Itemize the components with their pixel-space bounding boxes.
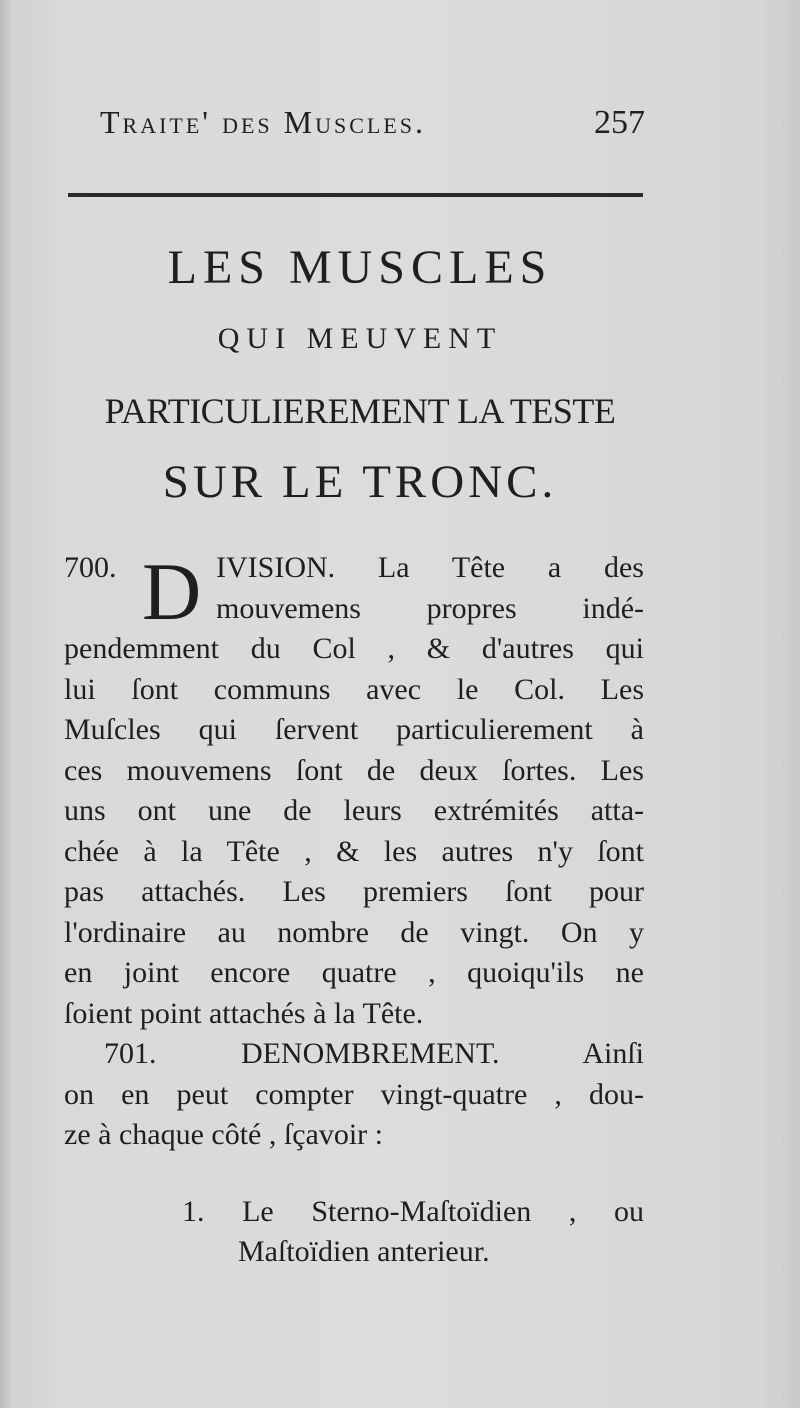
paragraph-line: l'ordinaire au nombre de vingt. On y (64, 915, 644, 949)
paragraph-line: ces mouvemens ſont de deux ſortes. Les (64, 753, 644, 787)
paragraph-line: 701. DENOMBREMENT. Ainſi (104, 1037, 644, 1070)
paragraph-line-text: IVISION. La Tête a des (216, 551, 644, 584)
chapter-title-line-3: PARTICULIEREMENT LA TESTE (104, 391, 616, 431)
running-title: Traite' des Muscles. (100, 104, 427, 140)
paragraph-line: Muſcles qui ſervent particulierement à (64, 713, 644, 746)
list-item (182, 1192, 644, 1272)
paragraph-line: en joint encore quatre , quoiqu'ils ne (64, 956, 644, 989)
paragraph-number: 700. (64, 551, 117, 584)
body-text (64, 548, 644, 1156)
paragraph-line: ze à chaque côté , ſçavoir : (64, 1118, 383, 1151)
paragraph-line: on en peut compter vingt-quatre , dou- (64, 1077, 644, 1111)
paragraph-line: mouvemens propres indé- (216, 591, 644, 625)
list-item-line: Maſtoïdien anterieur. (238, 1235, 490, 1268)
paragraph-line: pendemment du Col , & d'autres qui (64, 632, 644, 665)
chapter-title-line-4: SUR LE TRONC. (162, 456, 558, 508)
paragraph-line: ſoient point attachés à la Tête. (64, 996, 424, 1030)
paragraph-line: pas attachés. Les premiers ſont pour (64, 875, 644, 908)
paragraph-line: chée à la Tête , & les autres n'y ſont (64, 834, 644, 868)
chapter-title-line-1: LES MUSCLES (167, 241, 553, 294)
list-item-line: 1. Le Sterno-Maſtoïdien , ou (182, 1195, 644, 1228)
paragraph-700 (64, 548, 644, 1034)
drop-cap: D (142, 546, 202, 637)
paragraph-line: lui ſont communs avec le Col. Les (64, 672, 644, 706)
header-rule (68, 193, 643, 197)
paragraph-line: uns ont une de leurs extrémités atta- (64, 794, 644, 827)
page-header (100, 104, 645, 148)
chapter-title-line-2: QUI MEUVENT (217, 322, 503, 355)
paragraph-701 (64, 1034, 644, 1156)
page-number: 257 (594, 104, 645, 141)
